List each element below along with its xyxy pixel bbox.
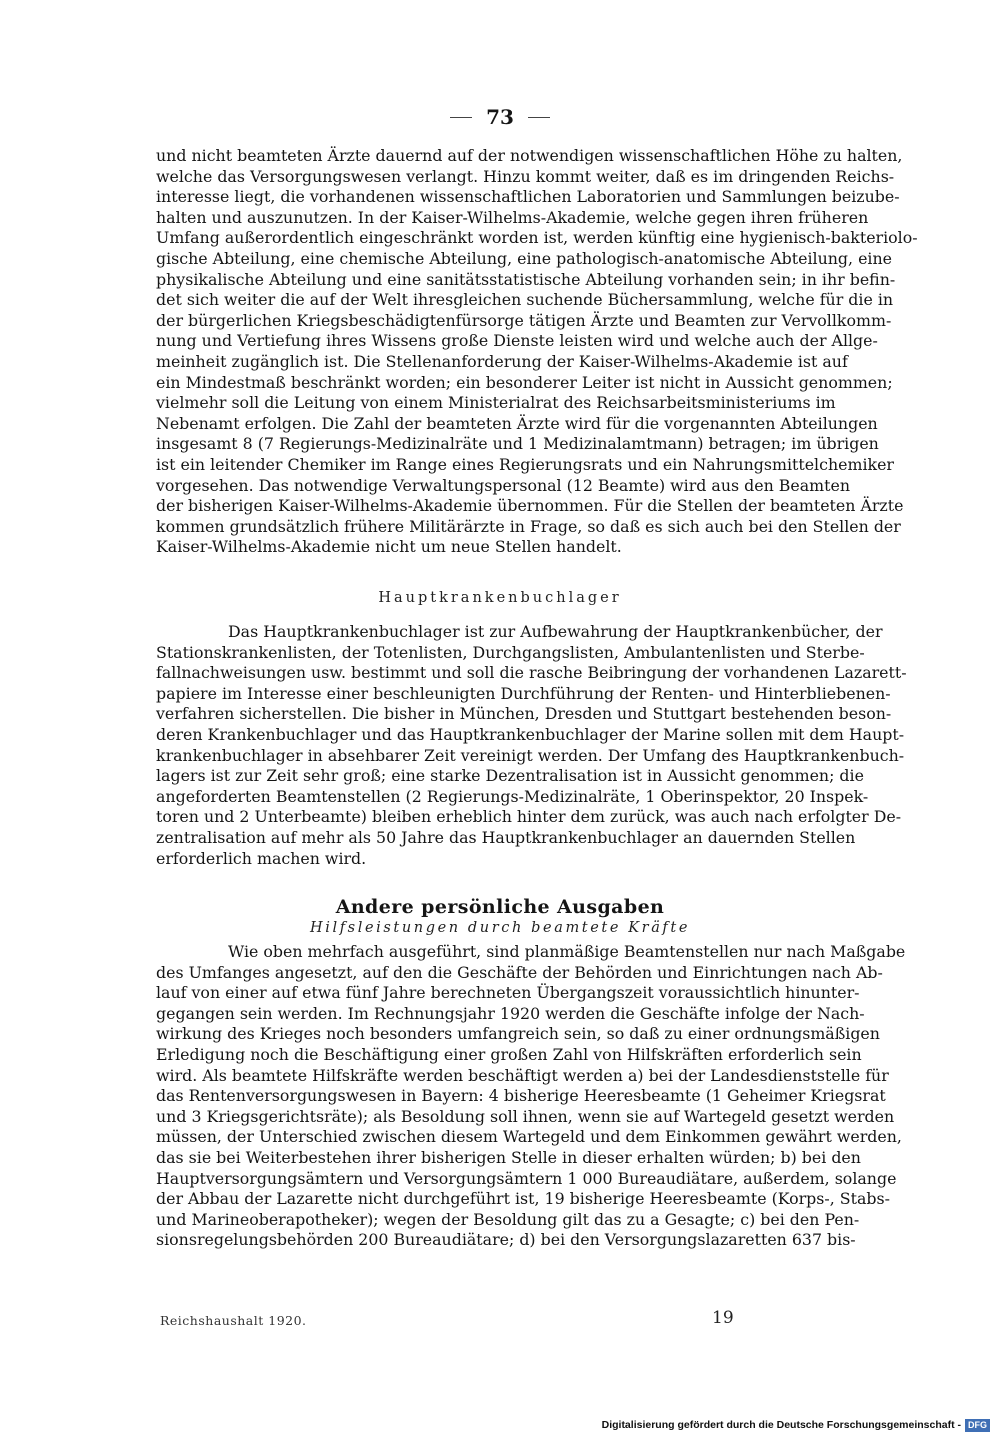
text-line: halten und auszunutzen. In der Kaiser-Wilhelms-Akademie, welche gegen ihren früheren [156, 207, 869, 227]
text-line: der bürgerlichen Kriegsbeschädigtenfürsorge tätigen Ärzte und Beamten zur Vervollkomm- [156, 310, 892, 330]
text-line: ein Mindestmaß beschränkt worden; ein besonderer Leiter ist nicht in Aussicht genommen; [156, 372, 893, 392]
paragraph-hilfsleistungen [156, 942, 906, 1251]
header-dash-left [450, 117, 472, 118]
text-line: insgesamt 8 (7 Regierungs-Medizinalräte und 1 Medizinalamtmann) betragen; im übrigen [156, 434, 879, 454]
text-line: der bisherigen Kaiser-Wilhelms-Akademie übernommen. Für die Stellen der beamteten Ärzte [156, 496, 904, 516]
text-line: ist ein leitender Chemiker im Range eines Regierungsrats und ein Nahrungsmittelchemiker [156, 454, 894, 474]
text-line: krankenbuchlager in absehbarer Zeit vereinigt werden. Der Umfang des Hauptkrankenbuch- [156, 745, 905, 765]
section-heading-hauptkrankenbuchlager: Hauptkrankenbuchlager [378, 590, 622, 606]
text-line: und 3 Kriegsgerichtsräte); als Besoldung soll ihnen, wenn sie auf Wartegeld gesetzt werden [156, 1106, 895, 1126]
text-line: vorgesehen. Das notwendige Verwaltungspersonal (12 Beamte) wird aus den Beamten [156, 475, 851, 495]
text-line: angeforderten Beamtenstellen (2 Regierungs-Medizinalräte, 1 Oberinspektor, 20 Inspek- [156, 786, 869, 806]
text-line: des Umfanges angesetzt, auf den die Geschäfte der Behörden und Einrichtungen nach Ab- [156, 962, 883, 982]
text-line: vielmehr soll die Leitung von einem Ministerialrat des Reichsarbeitsministeriums im [156, 393, 836, 413]
text-line: Nebenamt erfolgen. Die Zahl der beamteten Ärzte wird für die vorgenannten Abteilungen [156, 413, 878, 433]
paragraph-akademie [156, 146, 918, 558]
text-line: lauf von einer auf etwa fünf Jahre berechneten Übergangszeit voraussichtlich hinunter- [156, 983, 860, 1003]
text-line: wird. Als beamtete Hilfskräfte werden beschäftigt werden a) bei der Landesdienststelle für [156, 1065, 889, 1085]
footer-publication: Reichshaushalt 1920. [160, 1313, 307, 1328]
text-line: toren und 2 Unterbeamte) bleiben erheblich hinter dem zurück, was auch nach erfolgter De- [156, 807, 902, 827]
header-dash-right [528, 117, 550, 118]
text-line: gegangen sein werden. Im Rechnungsjahr 1920 werden die Geschäfte infolge der Nach- [156, 1003, 865, 1023]
subsection-heading-hilfsleistungen: Hilfsleistungen durch beamtete Kräfte [309, 920, 691, 936]
text-line: nung und Vertiefung ihres Wissens große Dienste leisten wird und welche auch der Allge- [156, 331, 878, 351]
text-line: erforderlich machen wird. [156, 848, 367, 868]
footer-signature-number: 19 [712, 1308, 734, 1328]
text-line: det sich weiter die auf der Welt ihresgleichen suchende Büchersammlung, welche für die in [156, 290, 894, 310]
text-line: meinheit zugänglich ist. Die Stellenanforderung der Kaiser-Wilhelms-Akademie ist auf [156, 351, 848, 371]
page-header [0, 102, 1000, 132]
text-line: welche das Versorgungswesen verlangt. Hinzu kommt weiter, daß es im dringenden Reichs- [156, 166, 895, 186]
text-line: verfahren sicherstellen. Die bisher in München, Dresden und Stuttgart bestehenden beson- [156, 704, 892, 724]
text-line: Das Hauptkrankenbuchlager ist zur Aufbewahrung der Hauptkrankenbücher, der [228, 622, 883, 641]
text-line: lagers ist zur Zeit sehr groß; eine starke Dezentralisation ist in Aussicht genommen; die [156, 766, 864, 786]
text-line: das Rentenversorgungswesen in Bayern: 4 bisherige Heeresbeamte (1 Geheimer Kriegsrat [156, 1086, 886, 1106]
text-line: sionsregelungsbehörden 200 Bureaudiätare; d) bei den Versorgungslazaretten 637 bis- [156, 1230, 856, 1250]
text-line: Erledigung noch die Beschäftigung einer großen Zahl von Hilfskräften erforderlich sein [156, 1044, 862, 1064]
text-line: papiere im Interesse einer beschleunigten Durchführung der Renten- und Hinterbliebenen- [156, 683, 891, 703]
text-line: müssen, der Unterschied zwischen diesem Wartegeld und dem Einkommen gewährt werden, [156, 1127, 902, 1147]
text-line: und nicht beamteten Ärzte dauernd auf der notwendigen wissenschaftlichen Höhe zu halten, [156, 146, 903, 165]
text-line: deren Krankenbuchlager und das Hauptkrankenbuchlager der Marine sollen mit dem Haupt- [156, 724, 905, 744]
text-line: fallnachweisungen usw. bestimmt und soll die rasche Beibringung der vorhandenen Lazarett- [156, 663, 907, 683]
text-line: zentralisation auf mehr als 50 Jahre das Hauptkrankenbuchlager an dauernden Stellen [156, 827, 856, 847]
digitization-notice [602, 1418, 990, 1432]
dfg-logo: DFG [965, 1419, 990, 1432]
text-line: Kaiser-Wilhelms-Akademie nicht um neue Stellen handelt. [156, 537, 622, 557]
text-line: interesse liegt, die vorhandenen wissenschaftlichen Laboratorien und Sammlungen beizube- [156, 187, 900, 207]
text-line: das sie bei Weiterbestehen ihrer bisherigen Stelle in dieser erhalten würden; b) bei den [156, 1147, 861, 1167]
text-line: wirkung des Krieges noch besonders umfangreich sein, so daß zu einer ordnungsmäßigen [156, 1024, 880, 1044]
text-line: kommen grundsätzlich frühere Militärärzte in Frage, so daß es sich auch bei den Stellen der [156, 516, 901, 536]
text-line: und Marineoberapotheker); wegen der Besoldung gilt das zu a Gesagte; c) bei den Pen- [156, 1209, 860, 1229]
text-line: Umfang außerordentlich eingeschränkt worden ist, werden künftig eine hygienisch-bakteriolo- [156, 228, 918, 248]
text-line: gische Abteilung, eine chemische Abteilung, eine pathologisch-anatomische Abteilung, eine [156, 248, 892, 268]
text-line: der Abbau der Lazarette nicht durchgeführt ist, 19 bisherige Heeresbeamte (Korps-, Stabs- [156, 1189, 890, 1209]
text-line: Hauptversorgungsämtern und Versorgungsämtern 1 000 Bureaudiätare, außerdem, solange [156, 1168, 897, 1188]
page-number: 73 [486, 105, 514, 129]
digitization-text: Digitalisierung gefördert durch die Deutsche Forschungsgemeinschaft - [601, 1419, 961, 1431]
section-heading-andere-ausgaben: Andere persönliche Ausgaben [335, 896, 665, 918]
text-line: physikalische Abteilung und eine sanitätsstatistische Abteilung vorhanden sein; in ihr befin- [156, 269, 896, 289]
text-line: Wie oben mehrfach ausgeführt, sind planmäßige Beamtenstellen nur nach Maßgabe [228, 942, 906, 961]
text-line: Stationskrankenlisten, der Totenlisten, Durchgangslisten, Ambulantenlisten und Sterbe- [156, 642, 865, 662]
paragraph-hauptkrankenbuchlager [156, 622, 907, 869]
